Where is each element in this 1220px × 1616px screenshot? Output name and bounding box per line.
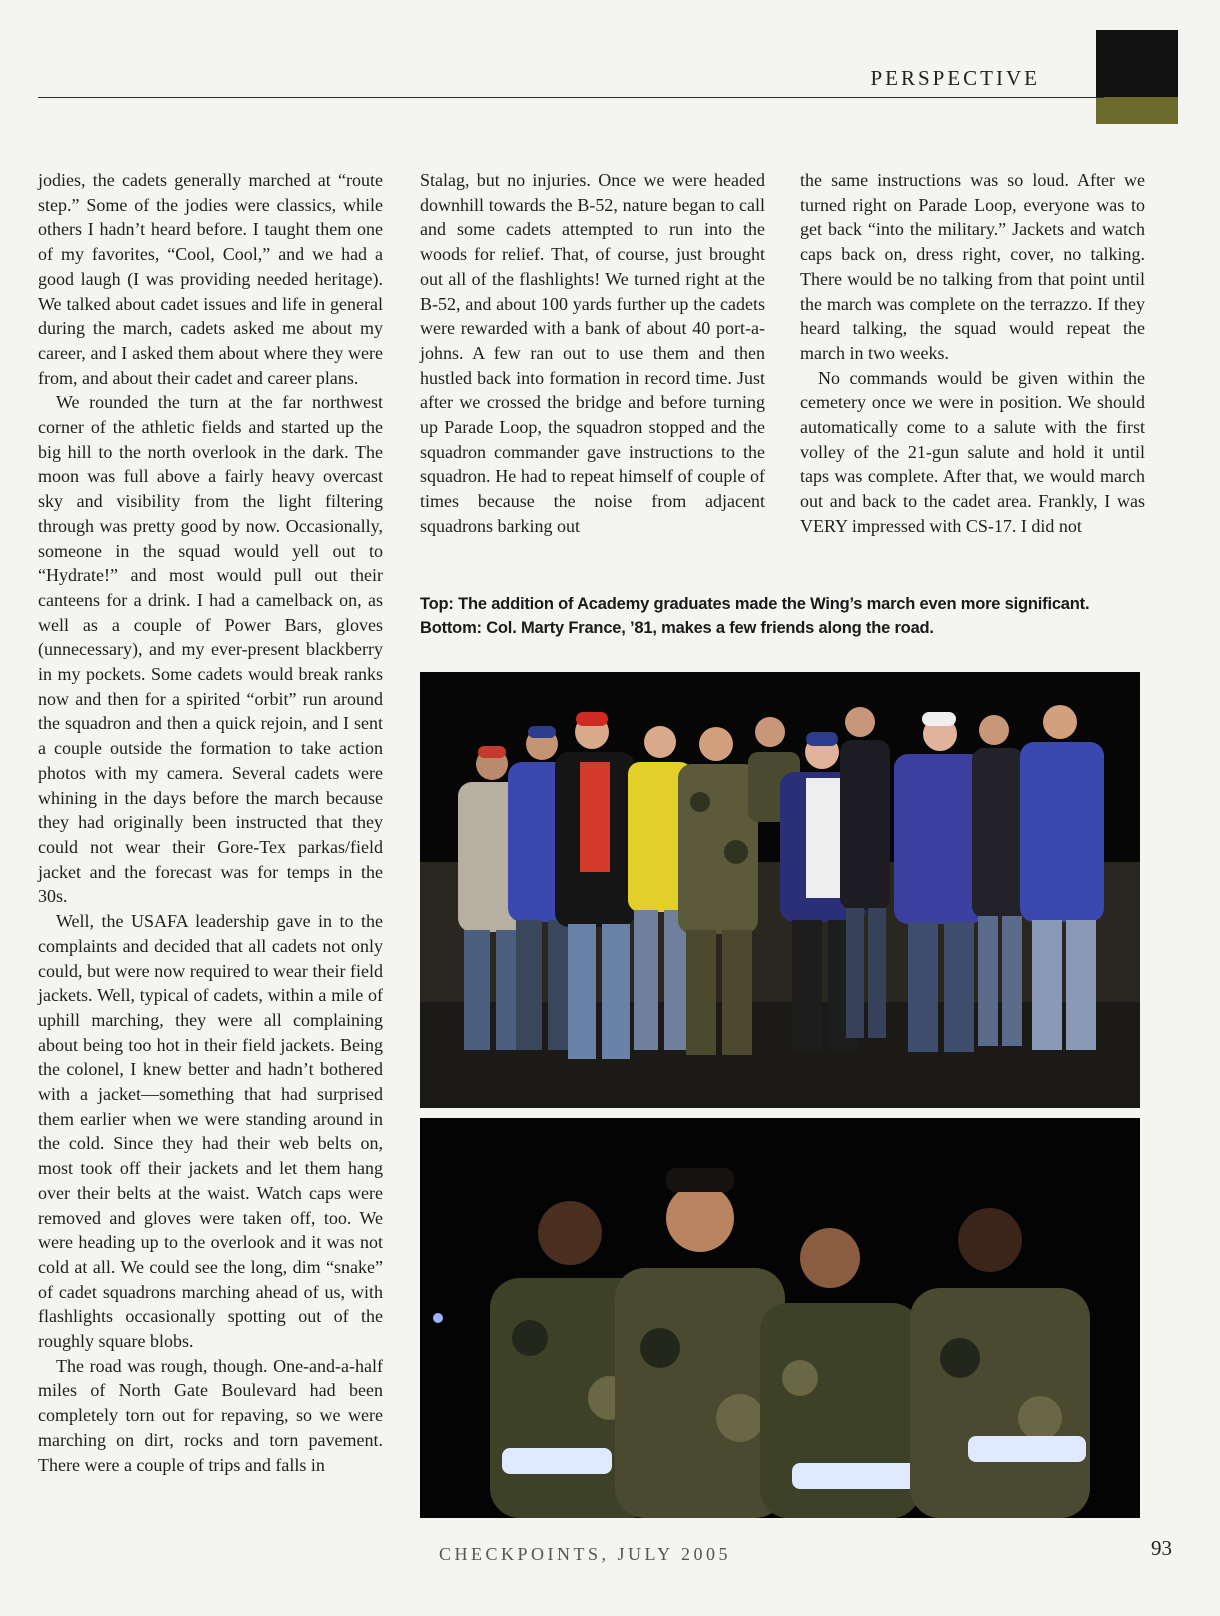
photo-caption xyxy=(420,592,1160,640)
paragraph: We rounded the turn at the far northwest corner of the athletic fields and started up the big hill to the north overlook in the dark. The moon was full above a fairly heavy overcast sky and visibility from the light filtering through was pretty good by now. Occasionally, someone in the squad would yell out to “Hydrate!” and most would pull out their canteens for a drink. I had a camelback on, as well as a couple of Power Bars, gloves (unnecessary), and my ever-present blackberry in my pockets. Some cadets would break ranks now and then for a spirited “orbit” run around the squadron and then a quick rejoin, and I sent a couple outside the formation to take action photos with my camera. Several cadets were whining in the days before the march because they had originally been instructed that they could not wear their Gore-Tex parkas/field jacket and the forecast was for temps in the 30s. xyxy=(38,392,383,907)
footer-publication xyxy=(0,1544,1220,1565)
paragraph: the same instructions was so loud. After we turned right on Parade Loop, everyone was to get back “into the military.” Jackets and watch caps back on, dress right, cover, no talking. There would be no talking from that point until the march was complete on the terrazzo. If they heard talking, the squad would repeat the march in two weeks. xyxy=(800,170,1145,363)
paragraph: Stalag, but no injuries. Once we were headed downhill towards the B-52, nature began to call and some cadets attempted to run into the woods for relief. That, of course, just brought out all of the flashlights! We turned right at the B-52, and about 100 yards further up the cadets were rewarded with a bank of about 40 port-a-johns. A few ran out to use them and then hustled back into formation in record time. Just after we crossed the bridge and before turning up Parade Loop, the squadron stopped and the squadron commander gave instructions to the squadron. He had to repeat himself of couple of times because the noise from adjacent squadrons barking out xyxy=(420,170,765,536)
header-rule xyxy=(38,97,1104,98)
paragraph: The road was rough, though. One-and-a-half miles of North Gate Boulevard had been completely torn out for repaving, so we were marching on dirt, rocks and torn pavement. There were a couple of trips and falls in xyxy=(38,1355,383,1475)
caption-line-top: Top: The addition of Academy graduates made the Wing’s march even more significant. xyxy=(420,595,1090,613)
paragraph: Well, the USAFA leadership gave in to the complaints and decided that all cadets not only could, but were now required to wear their field jackets. Well, typical of cadets, within a mile of uphill marching, they were all complaining about being too hot in their field jackets. Being the colonel, I knew better and hadn’t bothered with a jacket—something that had surprised them earlier when we were standing around in the cold. Since they had their web belts on, most took off their jackets and let them hang over their belts at the waist. Watch caps were removed and gloves were taken off, too. We were heading up to the overlook and it was not cold at all. We could see the long, dim “snake” of cadet squadrons marching ahead of us, with flashlights occasionally spotting out of the roughly square blobs. xyxy=(38,911,383,1352)
article-column-1 xyxy=(38,168,383,1477)
section-label: PERSPECTIVE xyxy=(870,66,1040,90)
article-column-2 xyxy=(420,168,765,539)
page-number: 93 xyxy=(1151,1536,1172,1560)
paragraph: jodies, the cadets generally marched at “route step.” Some of the jodies were classics, while others I hadn’t heard before. I taught them one of my favorites, “Cool, Cool,” and we had a good laugh (I was providing needed heritage). We talked about cadet issues and life in general during the march, cadets asked me about my career, and I asked them about where they were from, and about their cadet and career plans. xyxy=(38,170,383,388)
header-accent-block xyxy=(1096,97,1178,124)
publication-name: CHECKPOINTS, JULY 2005 xyxy=(438,1544,732,1564)
photo-cadets-illustration xyxy=(420,1118,1140,1518)
photo-graduates-illustration xyxy=(420,672,1140,1108)
paragraph: No commands would be given within the cemetery once we were in position. We should automatically come to a salute with the first volley of the 21-gun salute and hold it until taps was complete. After that, we would march out and back to the cadet area. Frankly, I was VERY impressed with CS-17. I did not xyxy=(800,367,1145,536)
article-column-3 xyxy=(800,168,1145,539)
photo-graduates-group xyxy=(420,672,1140,1108)
caption-line-bottom: Bottom: Col. Marty France, ’81, makes a few friends along the road. xyxy=(420,619,934,637)
photo-colonel-with-cadets xyxy=(420,1118,1140,1518)
header-color-block xyxy=(1096,30,1178,98)
